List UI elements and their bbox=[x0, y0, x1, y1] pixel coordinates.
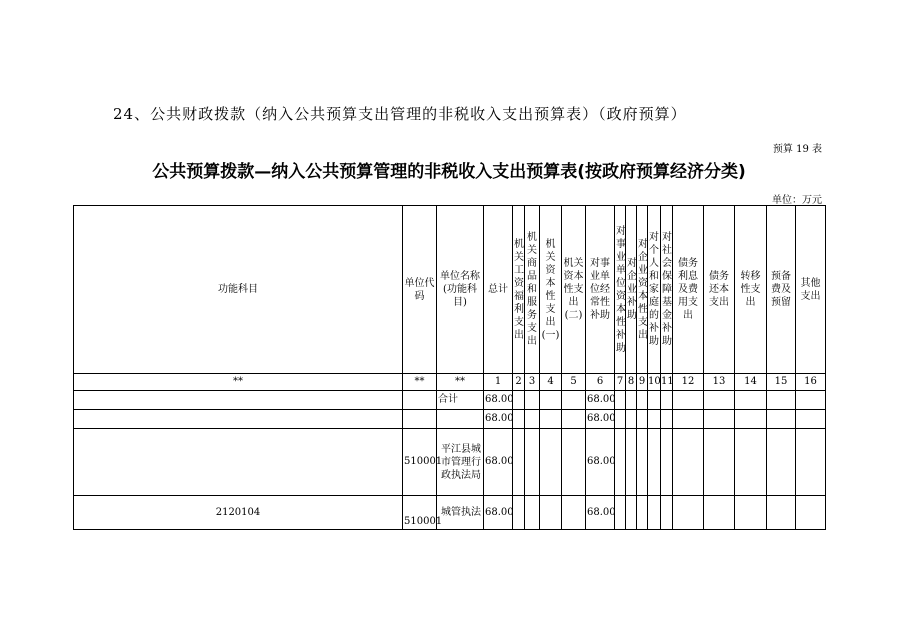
func-cell bbox=[74, 410, 403, 429]
index-cell: 16 bbox=[796, 374, 826, 391]
table-row bbox=[74, 429, 826, 496]
index-cell: 15 bbox=[767, 374, 796, 391]
index-cell: 3 bbox=[525, 374, 540, 391]
header-cell: 对个人和家庭的补助 bbox=[648, 206, 661, 374]
header-cell: 对事业单位经常性补助 bbox=[586, 206, 615, 374]
func-cell bbox=[74, 391, 403, 410]
index-cell: 4 bbox=[540, 374, 562, 391]
index-cell: 13 bbox=[704, 374, 735, 391]
budget-table bbox=[73, 205, 826, 530]
header-cell: 预备费及预留 bbox=[767, 206, 796, 374]
code-cell bbox=[403, 391, 437, 410]
func-cell: 2120104 bbox=[74, 496, 403, 530]
total-cell: 68.00 bbox=[484, 391, 513, 410]
index-cell: 14 bbox=[735, 374, 767, 391]
index-cell: 6 bbox=[586, 374, 615, 391]
index-cell: 8 bbox=[626, 374, 637, 391]
unit-label: 单位：万元 bbox=[772, 195, 822, 206]
table-row bbox=[74, 496, 826, 530]
index-cell: ** bbox=[74, 374, 403, 391]
code-cell: 510001 bbox=[403, 429, 437, 496]
header-cell: 对企业补助 bbox=[626, 206, 637, 374]
index-cell: 1 bbox=[484, 374, 513, 391]
index-cell: 2 bbox=[513, 374, 525, 391]
header-cell: 债务利息及费用支出 bbox=[673, 206, 704, 374]
value-cell: 68.00 bbox=[586, 391, 615, 410]
value-cell: 68.00 bbox=[586, 410, 615, 429]
header-cell: 对事业单位资本性补助 bbox=[615, 206, 626, 374]
index-cell: 7 bbox=[615, 374, 626, 391]
name-cell bbox=[437, 410, 484, 429]
name-cell: 平江县城市管理行政执法局 bbox=[437, 429, 484, 496]
header-cell: 转移性支出 bbox=[735, 206, 767, 374]
index-cell: 12 bbox=[673, 374, 704, 391]
index-cell: 9 bbox=[637, 374, 648, 391]
table-row bbox=[74, 410, 826, 429]
index-row bbox=[74, 374, 826, 391]
index-cell: ** bbox=[403, 374, 437, 391]
header-cell: 机关资本性支出(二) bbox=[562, 206, 586, 374]
header-cell: 其他支出 bbox=[796, 206, 826, 374]
value-cell: 68.00 bbox=[586, 429, 615, 496]
header-cell: 功能科目 bbox=[74, 206, 403, 374]
table-row bbox=[74, 391, 826, 410]
code-cell: 510001 bbox=[403, 496, 437, 530]
header-cell: 对社会保障基金补助 bbox=[661, 206, 673, 374]
header-cell: 单位名称(功能科目) bbox=[437, 206, 484, 374]
header-cell: 机关资本性支出(一) bbox=[540, 206, 562, 374]
header-cell: 债务还本支出 bbox=[704, 206, 735, 374]
index-cell: 11 bbox=[661, 374, 673, 391]
index-cell: 10 bbox=[648, 374, 661, 391]
table-number: 预算 19 表 bbox=[772, 144, 822, 155]
func-cell bbox=[74, 429, 403, 496]
total-cell: 68.00 bbox=[484, 410, 513, 429]
header-row bbox=[74, 206, 826, 374]
name-cell: 城管执法 bbox=[437, 496, 484, 530]
header-cell: 机关商品和服务支出 bbox=[525, 206, 540, 374]
name-cell: 合计 bbox=[437, 391, 484, 410]
table-title: 公共预算拨款—纳入公共预算管理的非税收入支出预算表(按政府预算经济分类) bbox=[152, 162, 746, 182]
header-cell: 总计 bbox=[484, 206, 513, 374]
index-cell: 5 bbox=[562, 374, 586, 391]
header-cell: 单位代码 bbox=[403, 206, 437, 374]
code-cell bbox=[403, 410, 437, 429]
document-heading: 24、公共财政拨款（纳入公共预算支出管理的非税收入支出预算表）（政府预算） bbox=[113, 105, 687, 123]
total-cell: 68.00 bbox=[484, 429, 513, 496]
header-cell: 机关工资福利支出 bbox=[513, 206, 525, 374]
total-cell: 68.00 bbox=[484, 496, 513, 530]
value-cell: 68.00 bbox=[586, 496, 615, 530]
index-cell: ** bbox=[437, 374, 484, 391]
header-cell: 对企业资本性支出 bbox=[637, 206, 648, 374]
